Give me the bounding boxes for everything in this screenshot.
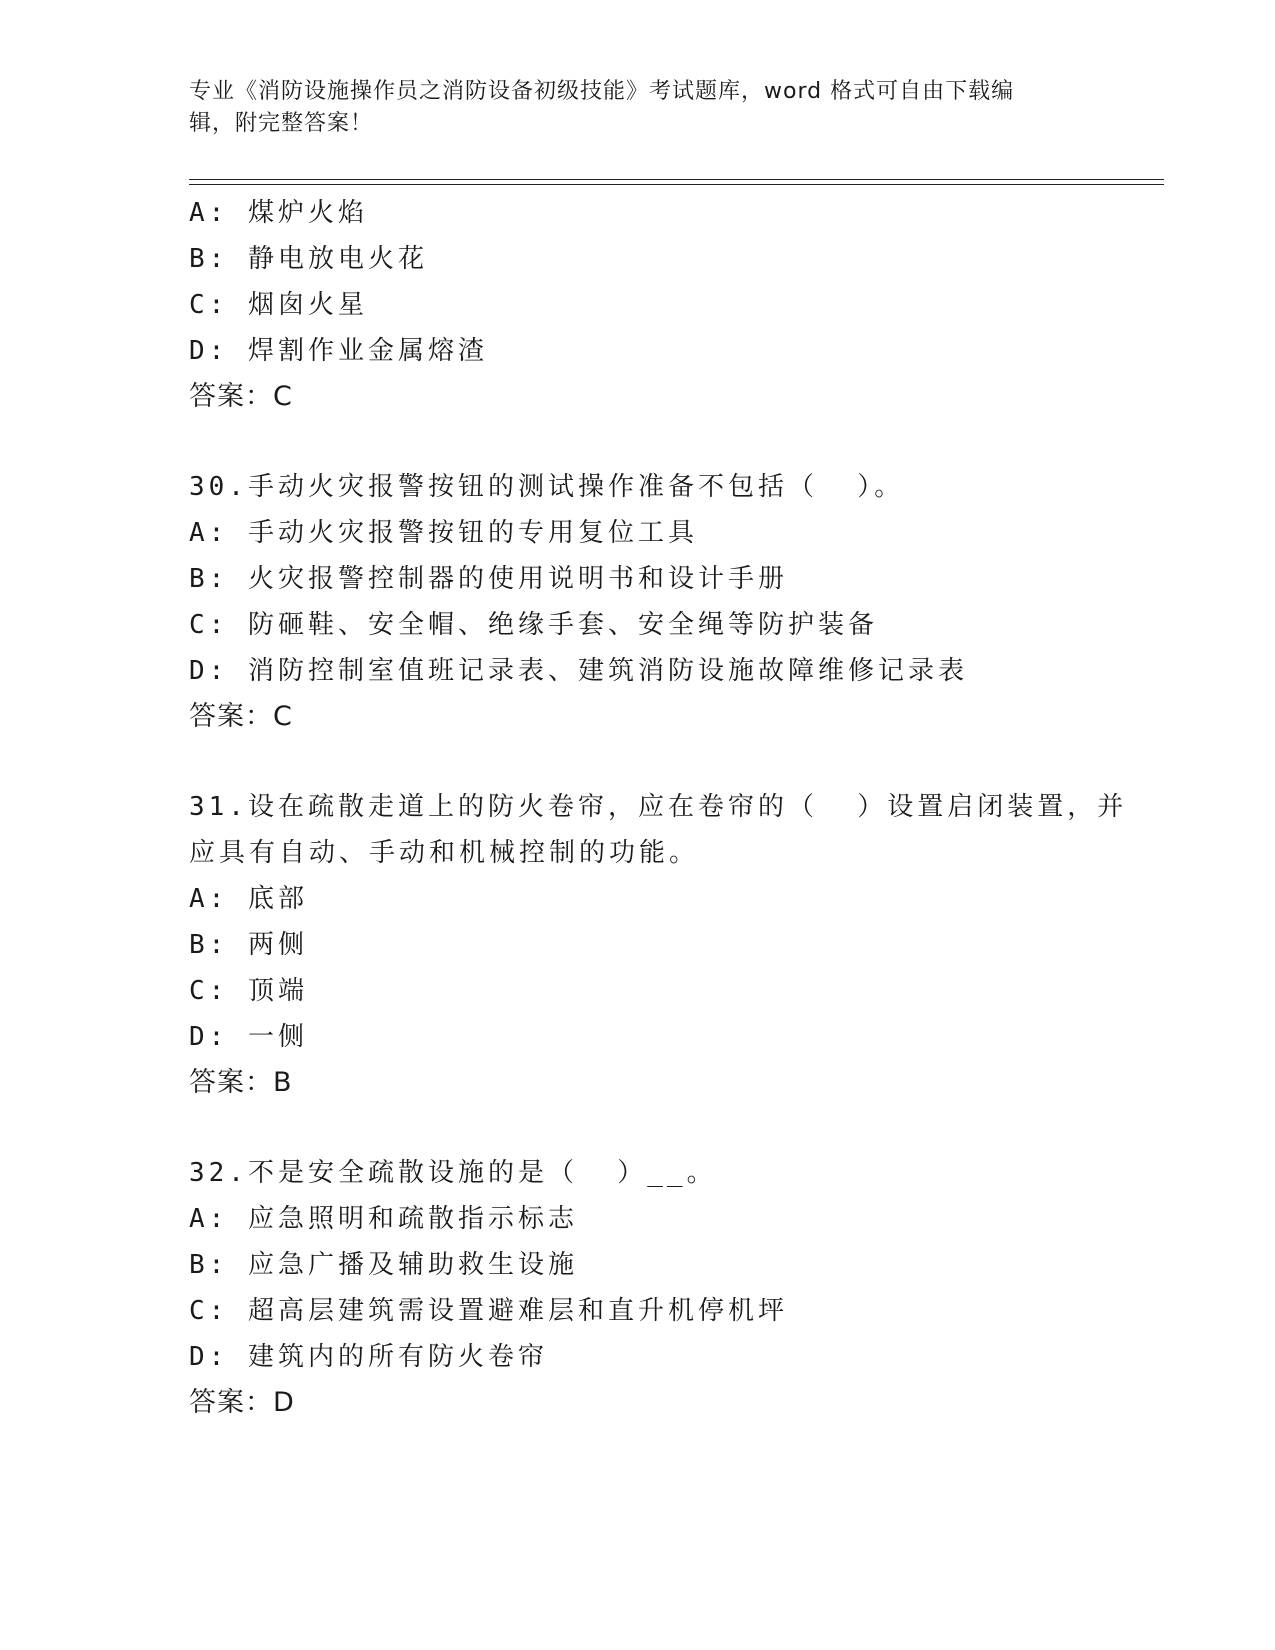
question-text-line-1: 31.设在疏散走道上的防火卷帘，应在卷帘的（ ）设置启闭装置，并 [189, 792, 1128, 822]
answer-text: 答案：C [189, 381, 293, 412]
answer-text: 答案：C [189, 701, 293, 732]
option-b: B: 应急广播及辅助救生设施 [189, 1250, 578, 1280]
header-line-2: 辑，附完整答案！ [189, 111, 374, 136]
answer-text: 答案：D [189, 1387, 295, 1418]
header-divider-top [189, 179, 1164, 180]
answer-text: 答案：B [189, 1067, 293, 1098]
option-a: A: 手动火灾报警按钮的专用复位工具 [189, 518, 698, 548]
question-text: 30.手动火灾报警按钮的测试操作准备不包括（ ）。 [189, 472, 905, 502]
option-c: C: 顶端 [189, 976, 308, 1006]
option-b: B: 静电放电火花 [189, 244, 428, 274]
option-c: C: 超高层建筑需设置避难层和直升机停机坪 [189, 1296, 788, 1326]
option-d: D: 焊割作业金属熔渣 [189, 336, 488, 366]
option-a: A: 底部 [189, 884, 308, 914]
option-a: A: 应急照明和疏散指示标志 [189, 1204, 578, 1234]
question-block-30 [189, 464, 1089, 740]
question-list [189, 190, 1128, 1426]
option-d: D: 建筑内的所有防火卷帘 [189, 1342, 548, 1372]
question-block-29 [189, 190, 1089, 420]
option-d: D: 消防控制室值班记录表、建筑消防设施故障维修记录表 [189, 656, 968, 686]
spacer [189, 740, 1089, 784]
option-d: D: 一侧 [189, 1022, 308, 1052]
option-a: A: 煤炉火焰 [189, 198, 368, 228]
header-divider-bottom [189, 184, 1164, 185]
question-text-line-2: 应具有自动、手动和机械控制的功能。 [189, 838, 700, 868]
document-header [189, 76, 1089, 140]
spacer [189, 420, 1089, 464]
header-line-1: 专业《消防设施操作员之消防设备初级技能》考试题库，word 格式可自由下载编 [189, 79, 1015, 104]
spacer [189, 1106, 1089, 1150]
question-block-31 [189, 784, 1128, 1106]
question-text: 32.不是安全疏散设施的是（ ）__。 [189, 1158, 717, 1188]
option-b: B: 两侧 [189, 930, 308, 960]
question-block-32 [189, 1150, 1089, 1426]
option-c: C: 防砸鞋、安全帽、绝缘手套、安全绳等防护装备 [189, 610, 878, 640]
option-c: C: 烟囱火星 [189, 290, 368, 320]
option-b: B: 火灾报警控制器的使用说明书和设计手册 [189, 564, 788, 594]
